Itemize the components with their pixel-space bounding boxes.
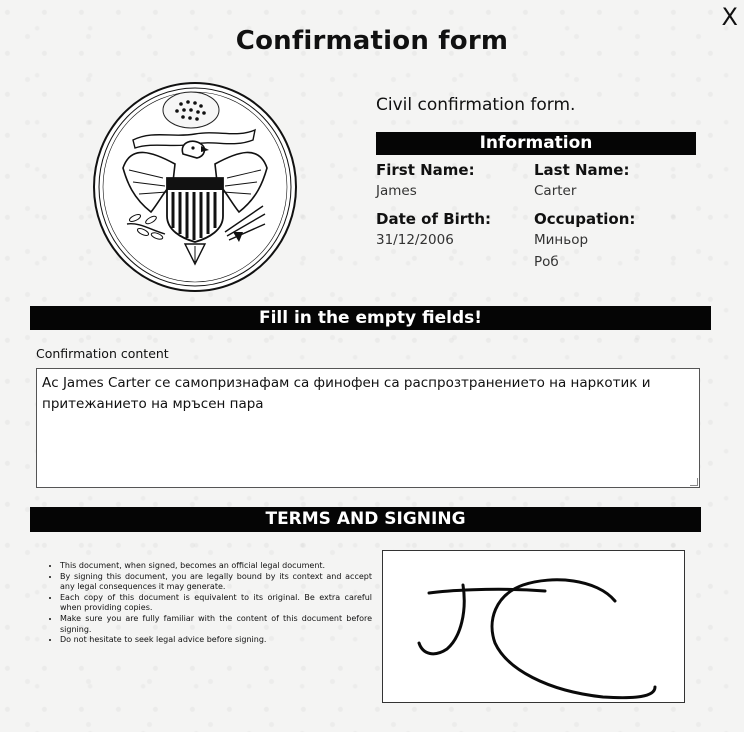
terms-item: • Do not hesitate to seek legal advice before signing. [60, 635, 372, 646]
occupation-value-1: Миньор [534, 232, 589, 248]
last-name-field [534, 160, 629, 202]
terms-item: • Make sure you are fully familiar with the content of this document before signing. [60, 614, 372, 635]
page-title: Confirmation form [235, 26, 509, 56]
confirmation-content-textarea[interactable]: Ас James Carter се самопризнафам са финофен са распрозтранението на наркотик и притежанието на мръсен пара [36, 368, 700, 488]
date-of-birth-field [376, 209, 491, 251]
first-name-field [376, 160, 475, 202]
occupation-field [534, 209, 635, 273]
last-name-label: Last Name: [534, 161, 630, 179]
fill-fields-heading: Fill in the empty fields! [30, 306, 711, 330]
occupation-label: Occupation: [534, 210, 636, 228]
signature-drawing [383, 551, 686, 704]
terms-list [48, 561, 372, 646]
confirmation-content-label: Confirmation content [36, 346, 169, 361]
terms-item: • Each copy of this document is equivalent to its original. Be extra careful when providing copies. [60, 593, 372, 614]
first-name-value: James [376, 183, 417, 199]
first-name-label: First Name: [376, 161, 475, 179]
close-icon[interactable]: X [721, 3, 738, 31]
terms-heading: TERMS AND SIGNING [30, 507, 701, 532]
last-name-value: Carter [534, 183, 577, 199]
textarea-resize-handle[interactable] [690, 478, 698, 486]
information-heading: Information [376, 132, 696, 155]
form-subtitle: Civil confirmation form. [376, 95, 576, 115]
terms-item: • This document, when signed, becomes an official legal document. [60, 561, 372, 572]
occupation-value-2: Роб [534, 254, 559, 270]
eagle-seal-icon [93, 82, 297, 292]
terms-item: • By signing this document, you are legally bound by its context and accept any legal consequences it may generate. [60, 572, 372, 593]
signature-pad[interactable] [382, 550, 685, 703]
date-of-birth-label: Date of Birth: [376, 210, 492, 228]
date-of-birth-value: 31/12/2006 [376, 232, 454, 248]
